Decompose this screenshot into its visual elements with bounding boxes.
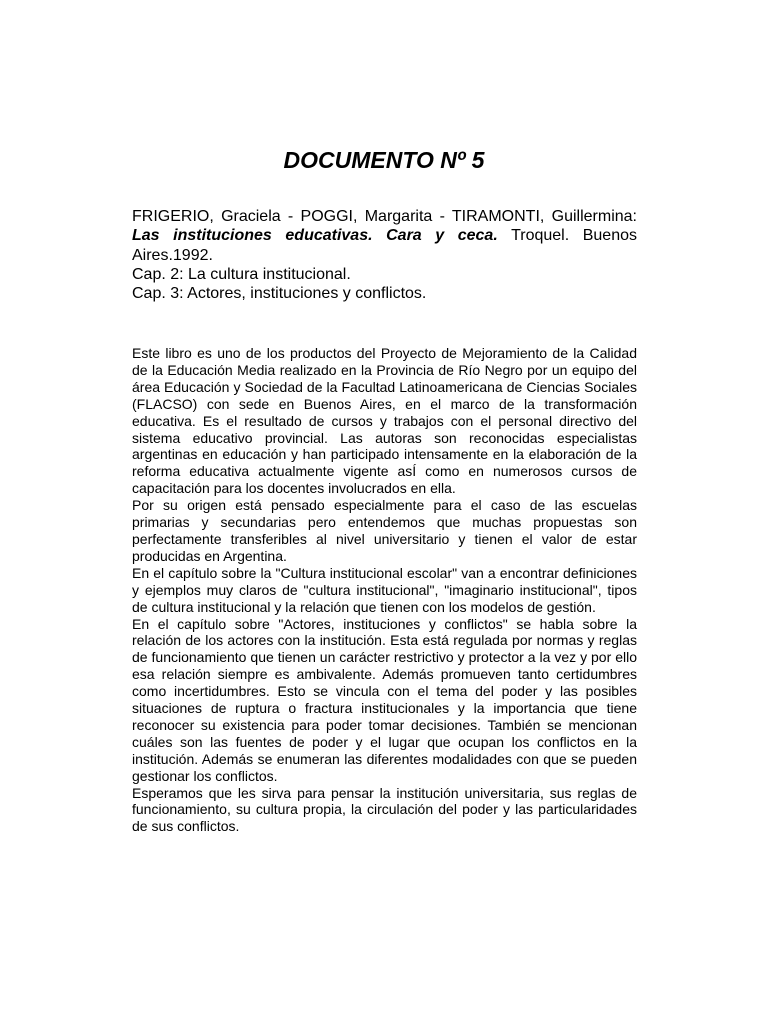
body-paragraph: Este libro es uno de los productos del Proyecto de Mejoramiento de la Calidad de la Educación Media realizado en la Provincia de Río Negro por un equipo del área Educación y Sociedad de la Facultad Latinoamericana de Ciencias Sociales (FLACSO) con sede en Buenos Aires, en el marco de la transformación educativa. Es el resultado de cursos y trabajos con el personal directivo del sistema educativo provincial. Las autoras son reconocidas especialistas argentinas en educación y han participado intensamente en la elaboración de la reforma educativa actualmente vigente asÍ como en numerosos cursos de capacitación para los docentes involucrados en ella. [132,345,637,497]
page-title: DOCUMENTO Nº 5 [283,147,485,173]
body-paragraph: En el capítulo sobre la "Cultura institucional escolar" van a encontrar definiciones y ejemplos muy claros de "cultura institucional", "imaginario institucional", tipos de cultura institucional y la relación que tienen con los modelos de gestión. [132,564,637,615]
citation-book-title: Las instituciones educativas. Cara y ceca. [132,227,498,245]
citation-authors: FRIGERIO, Graciela - POGGI, Margarita - TIRAMONTI, Guillermina: [132,208,637,225]
body-paragraph: En el capítulo sobre "Actores, instituciones y conflictos" se habla sobre la relación de los actores con la institución. Esta está regulada por normas y reglas de funcionamiento que tienen un carácter restrictivo y protector a la vez y por ello esa relación siempre es ambivalente. Además promueven tanto certidumbres como incertidumbres. Esto se vincula con el tema del poder y las posibles situaciones de ruptura o fractura institucionales y la importancia que tiene reconocer su existencia para poder tomar decisiones. También se mencionan cuáles son las fuentes de poder y el lugar que ocupan los conflictos en la institución. Además se enumeran las diferentes modalidades con que se pueden gestionar los conflictos. [132,615,637,784]
body-paragraph: Por su origen está pensado especialmente para el caso de las escuelas primarias y secundarias pero entendemos que muchas propuestas son perfectamente transferibles al nivel universitario y tienen el valor de estar producidas en Argentina. [132,497,637,564]
body-paragraph: Esperamos que les sirva para pensar la institución universitaria, sus reglas de funcionamiento, su cultura propia, la circulación del poder y las particularidades de sus conflictos. [132,784,637,835]
document-body [132,345,637,835]
bibliographic-citation [132,207,637,303]
citation-chapter: Cap. 3: Actores, instituciones y conflictos. [132,285,427,303]
citation-reference [132,207,637,265]
citation-publisher: Troquel. Buenos Aires.1992. [132,227,637,264]
citation-chapter: Cap. 2: La cultura institucional. [132,265,351,283]
